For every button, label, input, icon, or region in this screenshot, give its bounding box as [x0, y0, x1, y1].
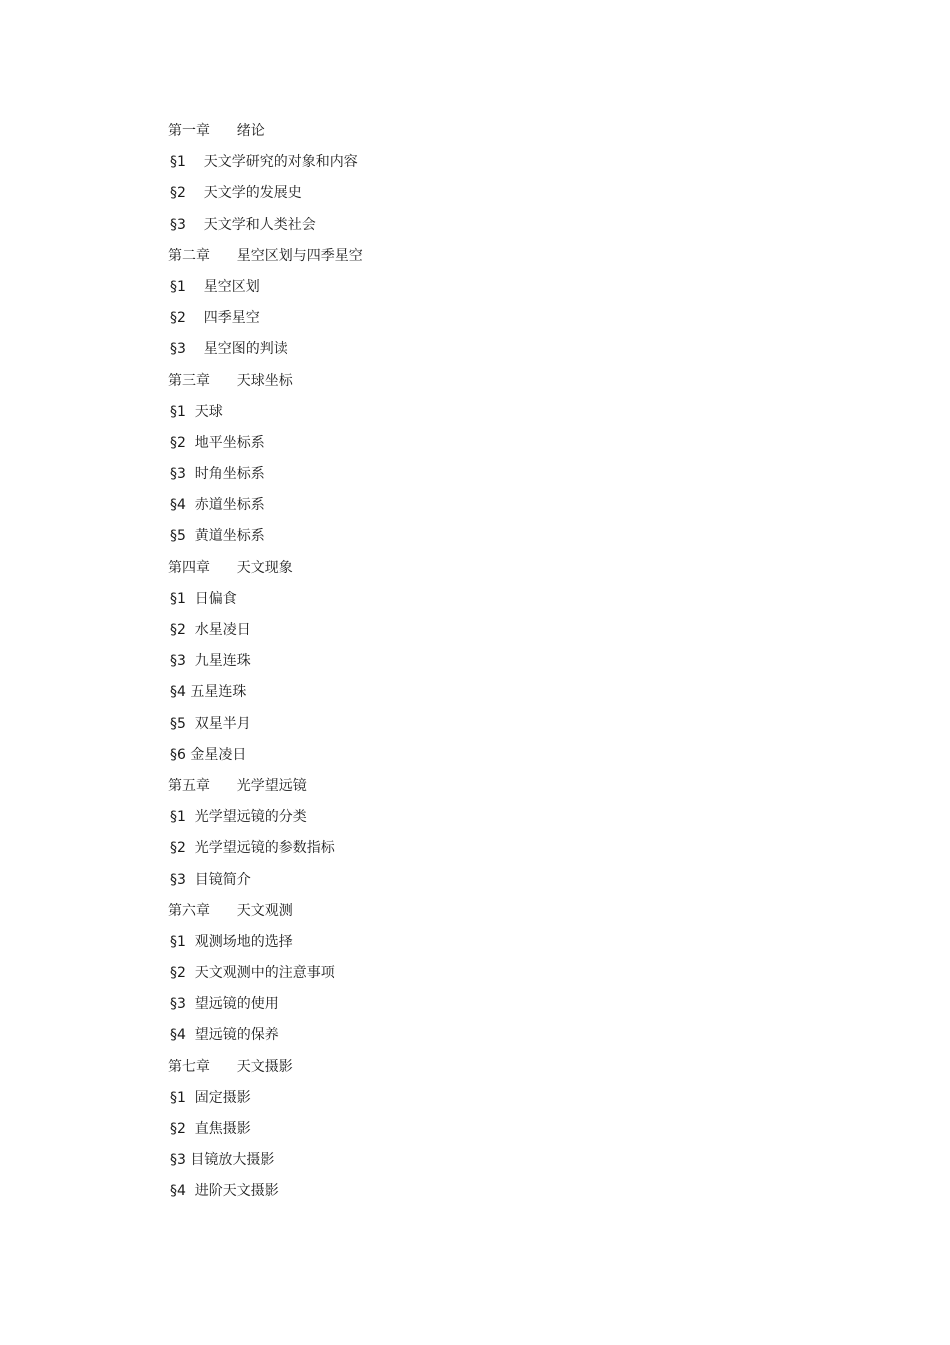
chapter-heading: 第四章 天文现象: [168, 559, 293, 576]
section-entry: §1 星空区划: [170, 278, 260, 295]
section-entry: §4 五星连珠: [170, 684, 247, 701]
section-entry: §2 光学望远镜的参数指标: [170, 840, 335, 857]
section-entry: §3 天文学和人类社会: [170, 216, 316, 233]
section-entry: §6 金星凌日: [170, 746, 247, 763]
section-entry: §1 固定摄影: [170, 1089, 251, 1106]
section-entry: §1 观测场地的选择: [170, 933, 293, 950]
section-entry: §2 天文观测中的注意事项: [170, 965, 335, 982]
section-entry: §5 黄道坐标系: [170, 528, 265, 545]
chapter-heading: 第三章 天球坐标: [168, 372, 293, 389]
section-entry: §3 目镜放大摄影: [170, 1152, 275, 1169]
table-of-contents: [168, 119, 868, 1211]
section-entry: §1 天文学研究的对象和内容: [170, 154, 358, 171]
section-entry: §4 进阶天文摄影: [170, 1183, 279, 1200]
section-entry: §1 光学望远镜的分类: [170, 809, 307, 826]
chapter-heading: 第六章 天文观测: [168, 902, 293, 919]
section-entry: §4 望远镜的保养: [170, 1027, 279, 1044]
chapter-heading: 第一章 绪论: [168, 123, 265, 139]
section-entry: §2 天文学的发展史: [170, 185, 302, 202]
section-entry: §2 地平坐标系: [170, 434, 265, 451]
chapter-heading: 第二章 星空区划与四季星空: [168, 247, 363, 264]
section-entry: §2 四季星空: [170, 310, 260, 327]
chapter-heading: 第七章 天文摄影: [168, 1058, 293, 1075]
section-entry: §3 星空图的判读: [170, 341, 288, 358]
section-entry: §3 九星连珠: [170, 653, 251, 670]
section-entry: §3 时角坐标系: [170, 466, 265, 483]
section-entry: §1 天球: [170, 403, 223, 420]
section-entry: §3 望远镜的使用: [170, 996, 279, 1013]
section-entry: §4 赤道坐标系: [170, 497, 265, 514]
chapter-heading: 第五章 光学望远镜: [168, 777, 307, 794]
section-entry: §1 日偏食: [170, 590, 237, 607]
section-entry: §2 水星凌日: [170, 622, 251, 638]
section-entry: §5 双星半月: [170, 715, 251, 732]
section-entry: §3 目镜简介: [170, 871, 251, 888]
section-entry: §2 直焦摄影: [170, 1121, 251, 1137]
